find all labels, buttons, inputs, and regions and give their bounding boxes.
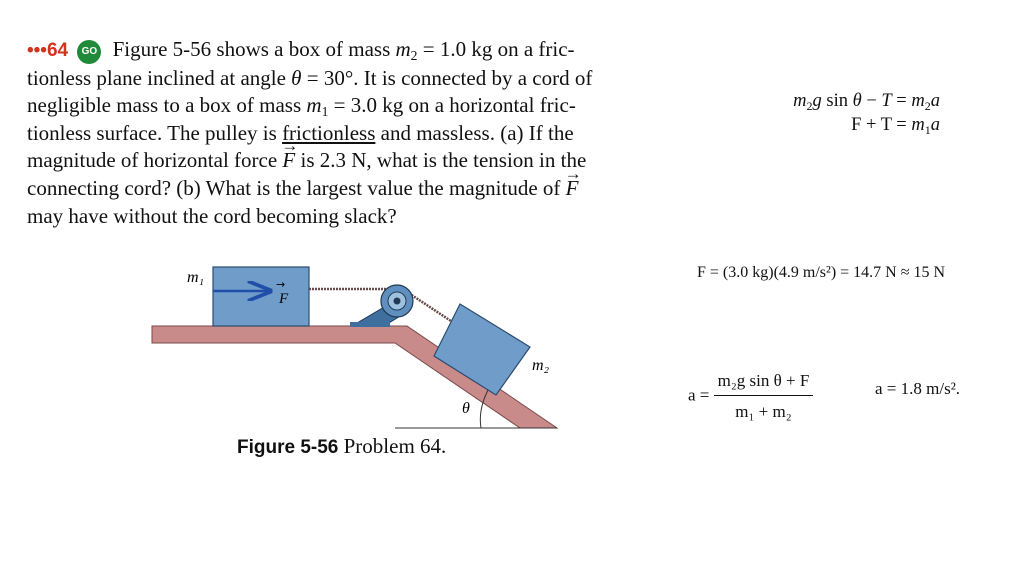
a-denominator: m₁ + m₂ bbox=[735, 402, 792, 421]
text-m1: = 3.0 kg on a horizontal fric- bbox=[333, 93, 576, 118]
text-s5: magnitude of horizontal force bbox=[27, 148, 278, 173]
text-frictionless: frictionless bbox=[282, 120, 376, 145]
caption-label: Figure 5-56 bbox=[237, 437, 339, 458]
label-F: F bbox=[279, 291, 289, 307]
acceleration-value: a = 1.8 m/s². bbox=[875, 379, 961, 398]
equation-force: F = (3.0 kg)(4.9 m/s²) = 14.7 N ≈ 15 N bbox=[697, 264, 946, 281]
equation-2: $F + T = m_1a$ bbox=[851, 115, 940, 137]
problem-number: •••64 bbox=[27, 40, 69, 61]
text-s3: negligible mass to a box of mass bbox=[27, 93, 302, 118]
label-m2: m₂ bbox=[532, 357, 550, 374]
text-s1: Figure 5-56 shows a box of mass bbox=[112, 37, 391, 61]
problem-statement: •••64 GO Figure 5-56 shows a box of mass $m_2 = 1.0$ kg on a fric- tionless plane inclined at angle θ = 30°. It is connected by a cord of negligible mass to a box of mass $m_1 = 3.0$ kg on a horizontal fric- tionless surface. The pulley is frictionless and massless. (a) If the magnitude of horizontal force → F is 2.3 N, what is the tension in the connecting cord? (b) What is the largest value the magnitude of → F may have without the cord becoming slack? bbox=[27, 36, 687, 230]
text-s4: tionless surface. The pulley is bbox=[27, 120, 277, 145]
a-numerator: m₂g sin θ + F bbox=[714, 371, 814, 396]
text-s7: may have without the cord becoming slack? bbox=[27, 203, 397, 228]
caption-text: Problem 64. bbox=[343, 434, 447, 458]
box-m2 bbox=[434, 304, 530, 395]
text-s4b: and massless. (a) If the bbox=[380, 120, 574, 145]
go-badge-icon: GO bbox=[77, 40, 101, 64]
text-s6: connecting cord? (b) What is the largest value the magnitude of bbox=[27, 175, 561, 200]
figure-caption bbox=[237, 434, 446, 459]
pulley-base bbox=[350, 322, 390, 327]
equation-1: $m_2g$ $\sin \theta - T = m_2a$ bbox=[793, 91, 940, 113]
text-m2: = 1.0 kg on a fric- bbox=[422, 37, 575, 61]
label-m1: m₁ bbox=[187, 269, 205, 286]
text-theta: = 30°. It is connected by a cord of bbox=[306, 65, 593, 90]
text-s2: tionless plane inclined at angle bbox=[27, 65, 286, 90]
text-s5b: is 2.3 N, what is the tension in the bbox=[300, 148, 587, 173]
a-lhs: a = bbox=[688, 385, 710, 405]
label-theta: θ bbox=[462, 400, 470, 417]
svg-text:→: → bbox=[276, 278, 286, 291]
box-m1 bbox=[213, 267, 309, 326]
